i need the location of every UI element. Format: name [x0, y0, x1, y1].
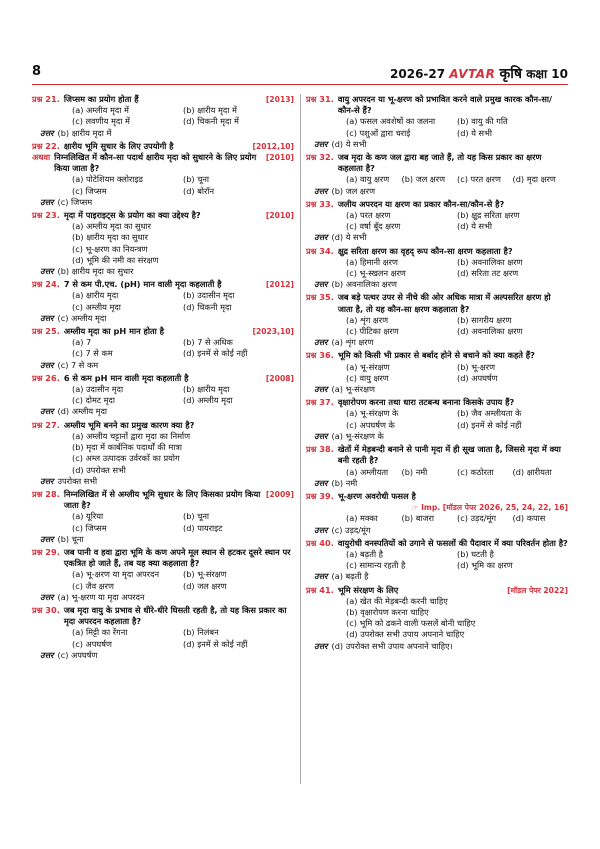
left-column [32, 94, 294, 663]
option: (c) वर्षा बूँद क्षरण [346, 221, 401, 232]
option: (a) बढ़ती है [346, 548, 384, 559]
answer-label: उत्तर [40, 312, 54, 323]
answer-label: उत्तर [314, 384, 328, 395]
option: (a) उदासीन मृदा [72, 384, 124, 395]
question-item [306, 444, 568, 489]
alt-question-year: [2010] [265, 153, 294, 163]
question-year: [मॉडल पेपर 2022] [507, 585, 568, 595]
option: (b) भू-क्षरण [457, 361, 496, 372]
question-item [306, 538, 568, 583]
answer-text: (a) शृंग क्षरण [331, 337, 374, 348]
option: (a) वायु क्षरण [346, 174, 390, 185]
option: (b) भू-संरक्षण [183, 569, 227, 580]
answer-text: (b) चूना [57, 533, 84, 544]
answer-text: (b) जल क्षरण [331, 185, 376, 196]
header-year: 2026-27 [390, 67, 446, 81]
right-column [306, 94, 568, 654]
question-text: अम्लीय मृदा का pH मान होता है [63, 326, 164, 337]
question-item [306, 94, 568, 150]
option: (d) मृदा क्षरण [512, 174, 556, 185]
option: (d) चिकनी मृदा में [183, 116, 239, 127]
answer-text: (d) अम्लीय मृदा [57, 406, 108, 417]
options-list [306, 362, 568, 384]
question-text: वृक्षारोपण करना तथा धारा तटबन्ध बनाना किसके उपाय हैं? [337, 397, 515, 408]
option: (c) अम्लीय मृदा [72, 301, 121, 312]
answer-line [306, 337, 568, 348]
header-right [390, 64, 568, 83]
option: (b) नमी [401, 466, 428, 477]
options-list [32, 290, 294, 312]
answer-line [306, 431, 568, 442]
question-header [32, 547, 294, 569]
option: (c) जिप्सम [72, 185, 107, 196]
question-year: [2023,10] [252, 327, 294, 337]
question-header [306, 292, 568, 314]
answer-label: उत्तर [40, 649, 54, 660]
question-item [32, 210, 294, 277]
answer-label: उत्तर [314, 185, 328, 196]
answer-text: (c) उड़द/मूंग [331, 524, 371, 535]
question-year: [2009] [265, 489, 294, 499]
answer-text: (b) क्षारीय मृदा में [57, 127, 112, 138]
answer-label: उत्तर [314, 138, 328, 149]
question-text: जब मृदा वायु के प्रभाव से धीरे-धीरे घिसती रहती है, तो यह किस प्रकार का मृदा अपरदन कहलाता है? [63, 604, 287, 627]
option: (a) हिमानी क्षरण [346, 256, 398, 267]
option: (a) फसल अवशेषों का जलना [346, 116, 436, 127]
question-text: भूमि संरक्षण के लिए [337, 584, 399, 595]
answer-text: (b) नमी [331, 477, 358, 488]
question-number: प्रश्न 40. [306, 537, 334, 548]
answer-text: (c) अम्लीय मृदा [57, 312, 107, 323]
question-header [32, 94, 294, 105]
question-text: क्षारीय भूमि सुधार के लिए उपयोगी है [63, 140, 174, 151]
answer-line [306, 279, 568, 290]
question-header [306, 350, 568, 361]
option: (b) चूना [183, 511, 210, 522]
question-number: प्रश्न 22. [32, 140, 60, 151]
answer-line [32, 650, 294, 661]
question-item [306, 199, 568, 244]
answer-line [32, 313, 294, 324]
option: (c) अपघर्षण [72, 638, 112, 649]
option: (a) मक्का [346, 513, 378, 524]
options-list [306, 549, 568, 571]
options-list [32, 221, 294, 266]
question-text: जब मृदा के कण जल द्वारा बह जाते हैं, तो यह किस प्रकार का क्षरण कहलाता है? [337, 152, 542, 174]
option: (b) क्षारीय मृदा का सुधार [72, 232, 149, 243]
option: (b) बाजरा [401, 513, 435, 524]
option: (d) इनमें से कोई नहीं [183, 348, 248, 359]
answer-line [306, 571, 568, 582]
option: (a) मिट्टी का रेंगना [72, 627, 128, 638]
question-text: 7 से कम पी.एच. (pH) मान वाली मृदा कहलाती है [63, 279, 222, 290]
question-header [306, 585, 568, 596]
question-item [306, 152, 568, 197]
option: (c) भू-क्षरण का नियन्त्रण [72, 243, 148, 254]
answer-line [32, 406, 294, 417]
options-list [306, 513, 568, 524]
answer-line [306, 232, 568, 243]
option: (b) क्षारीय मृदा [183, 384, 230, 395]
question-text: 6 से कम pH मान वाली मृदा कहलाती है [63, 372, 189, 383]
question-text: निम्नलिखित में से अम्लीय भूमि सुधार के लिए किसका प्रयोग किया जाता है? [63, 488, 261, 511]
options-list [32, 337, 294, 359]
option: (c) अपघर्षण के [346, 419, 395, 430]
question-number: प्रश्न 24. [32, 279, 60, 290]
question-text: जिप्सम का प्रयोग होता हैं [63, 94, 139, 104]
question-text: जब पानी व हवा द्वारा भूमि के कण अपने मूल स्थान से हटकर दूसरे स्थान पर एकत्रित हो जाते हैं, तब यह क्या कहलाता है? [63, 546, 291, 569]
option: (d) बोरॉन [183, 185, 214, 196]
question-item [32, 279, 294, 324]
option: (d) इनमें से कोई नहीं [183, 638, 248, 649]
header-rule [32, 84, 568, 85]
option: (c) पशुओं द्वारा चराई [346, 127, 411, 138]
question-text: खेतों में मेड़बन्दी बनाने से पानी मृदा में ही सूख जाता है, जिससे मृदा में क्या बनी रहती है? [337, 444, 561, 466]
answer-label: उत्तर [40, 266, 54, 277]
option: (a) क्षारीय मृदा [72, 290, 119, 301]
question-text: भूमि को किसी भी प्रकार से बर्बाद होने से बचाने को क्या कहते हैं? [337, 350, 535, 361]
option: (a) 7 [72, 337, 92, 348]
header-class: कक्षा 10 [526, 67, 568, 81]
answer-line [32, 534, 294, 545]
answer-text: (d) उपरोक्त सभी उपाय अपनाने चाहिए। [331, 640, 453, 651]
option: (a) भू-संरक्षण के [346, 408, 399, 419]
answer-text: (d) ये सभी [331, 138, 367, 149]
question-item [32, 141, 294, 208]
question-number: प्रश्न 33. [306, 198, 334, 209]
question-item [32, 94, 294, 139]
option: (c) परत क्षरण [457, 174, 501, 185]
option: (b) वायु की गति [457, 116, 508, 127]
answer-text: उपरोक्त सभी [57, 475, 98, 486]
option: (b) जैव अम्लीयता के [457, 408, 522, 419]
question-number: प्रश्न 29. [32, 546, 60, 557]
question-item [306, 292, 568, 348]
question-number: प्रश्न 37. [306, 397, 334, 408]
options-list [306, 467, 568, 478]
answer-line [306, 525, 568, 536]
question-number: प्रश्न 27. [32, 419, 60, 430]
alt-label: अथवा [32, 152, 51, 163]
options-list [306, 116, 568, 138]
option: (a) भू-संरक्षण [346, 361, 390, 372]
option: (a) अम्लीयता [346, 466, 389, 477]
question-item [306, 491, 568, 536]
options-list [32, 105, 294, 127]
question-header [32, 605, 294, 627]
answer-label: उत्तर [40, 196, 54, 207]
answer-text: (a) बढ़ती है [331, 571, 369, 582]
answer-line [306, 478, 568, 489]
answer-line [306, 384, 568, 395]
question-header [306, 246, 568, 257]
option: (c) जैव क्षरण [72, 580, 114, 591]
option: (c) वायु क्षरण [346, 372, 389, 383]
answer-line [306, 139, 568, 150]
answer-text: (b) अवनालिका क्षरण [331, 279, 397, 290]
question-year: [2012] [265, 280, 294, 290]
option: (b) क्षुद्र सरिता क्षरण [457, 210, 520, 221]
answer-label: उत्तर [314, 337, 328, 348]
question-number: प्रश्न 21. [32, 94, 60, 104]
option: (d) उपरोक्त सभी उपाय अपनाने चाहिए [346, 629, 465, 640]
question-number: प्रश्न 41. [306, 584, 334, 595]
option: (c) भू-स्खलन क्षरण [346, 268, 406, 279]
question-number: प्रश्न 36. [306, 350, 334, 361]
option: (b) उदासीन मृदा [183, 290, 235, 301]
question-header [306, 397, 568, 408]
answer-label: उत्तर [40, 591, 54, 602]
option: (d) पायराइट [183, 522, 223, 533]
answer-text: (a) भू-संरक्षण के [331, 430, 384, 441]
option: (b) 7 से अधिक [183, 337, 233, 348]
option: (b) जल क्षरण [401, 174, 446, 185]
alt-question-header [32, 152, 294, 174]
answer-line [32, 266, 294, 277]
question-header [306, 444, 568, 466]
option: (a) भू-क्षरण या मृदा अपरदन [72, 569, 160, 580]
question-text: मृदा में पाइराइट्स के प्रयोग का क्या उद्देश्य है? [63, 210, 201, 221]
question-text: वायुरोधी वनस्पतियों को उगाने से फसलों की पैदावार में क्या परिवर्तन होता है? [337, 537, 568, 548]
options-list [306, 596, 568, 641]
question-item [32, 547, 294, 603]
question-year: [2010] [265, 211, 294, 221]
header-subject: कृषि [499, 66, 522, 82]
question-number: प्रश्न 38. [306, 444, 334, 455]
option: (c) कठोरता [457, 466, 494, 477]
option: (d) अवनालिका क्षरण [457, 326, 523, 337]
answer-line [32, 128, 294, 139]
question-item [306, 350, 568, 395]
option: (d) इनमें से कोई नहीं [457, 419, 522, 430]
option: (c) भूमि को ढकने वाली फसलें बोनी चाहिए [346, 618, 476, 629]
option: (a) यूरिया [72, 511, 104, 522]
answer-line [32, 360, 294, 371]
question-item [32, 605, 294, 661]
question-header [32, 420, 294, 431]
option: (d) भूमि की नमी का संरक्षण [72, 254, 159, 265]
option: (d) अम्लीय मृदा [183, 395, 233, 406]
answer-line [32, 592, 294, 603]
option: (b) क्षारीय मृदा में [183, 105, 237, 116]
answer-label: उत्तर [314, 279, 328, 290]
question-item [32, 420, 294, 487]
question-number: प्रश्न 26. [32, 372, 60, 383]
question-text: जब बड़े पत्थर उपर से नीचे की ओर अधिक मात्रा में अल्पसरित क्षरण हो जाता है, तो यह कौन-सा क्षरण कहलाता है? [337, 292, 551, 314]
option: (a) पोटेशियम क्लोराइड [72, 174, 143, 185]
question-year: [2013] [265, 95, 294, 104]
option: (c) अम्ल उत्पादक उर्वरकों का प्रयोग [72, 453, 180, 464]
option: (a) खेत की मेड़बन्दी करनी चाहिए [346, 595, 448, 606]
options-list [32, 627, 294, 649]
question-number: प्रश्न 31. [306, 94, 334, 104]
answer-label: उत्तर [314, 232, 328, 243]
question-item [32, 373, 294, 418]
option: (c) लवणीय मृदा में [72, 116, 130, 127]
question-number: प्रश्न 23. [32, 210, 60, 221]
answer-text: (a) भू-क्षरण या मृदा अपरदन [57, 591, 145, 602]
page-header [32, 64, 568, 82]
option: (d) उपरोक्त सभी [72, 464, 126, 475]
answer-line [306, 186, 568, 197]
question-text: वायु अपरदन या भू-क्षरण को प्रभावित करने वाले प्रमुख कारक कौन-सा/कौन-से हैं? [337, 94, 553, 116]
answer-label: उत्तर [314, 640, 328, 651]
imp-line [306, 502, 568, 513]
question-item [306, 585, 568, 652]
option: (d) चिकनी मृदा [183, 301, 232, 312]
options-list [32, 569, 294, 591]
brand-logo: AVTAR [449, 67, 496, 81]
option: (d) कपास [512, 513, 546, 524]
options-list [306, 174, 568, 185]
question-item [32, 489, 294, 545]
question-header [32, 210, 294, 221]
column-divider [300, 94, 301, 784]
question-header [32, 373, 294, 384]
answer-label: उत्तर [314, 571, 328, 582]
option: (d) क्षारीयता [512, 466, 552, 477]
option: (d) भूमि का क्षरण [457, 560, 513, 571]
option: (a) शृंग क्षरण [346, 314, 389, 325]
options-list [32, 384, 294, 406]
question-number: प्रश्न 39. [306, 490, 334, 501]
question-number: प्रश्न 32. [306, 152, 334, 163]
option: (c) उड़द/मूंग [457, 513, 496, 524]
option: (d) अपघर्षण [457, 372, 498, 383]
option: (b) वृक्षारोपण करना चाहिए [346, 606, 429, 617]
option: (b) घटती है [457, 548, 494, 559]
question-item [306, 397, 568, 442]
answer-line [32, 197, 294, 208]
question-text: अम्लीय भूमि बनने का प्रमुख कारण क्या है? [63, 419, 195, 430]
option: (c) दोमट मृदा [72, 395, 115, 406]
option: (d) जल क्षरण [183, 580, 227, 591]
option: (c) जिप्सम [72, 522, 107, 533]
answer-label: उत्तर [40, 406, 54, 417]
answer-label: उत्तर [40, 533, 54, 544]
question-header [32, 489, 294, 511]
option: (b) चूना [183, 174, 210, 185]
alt-question-text: निम्नलिखित में कौन-सा पदार्थ क्षारीय मृदा को सुधारने के लिए प्रयोग किया जाता है? [54, 152, 257, 174]
answer-label: उत्तर [314, 430, 328, 441]
options-list [306, 210, 568, 232]
question-header [32, 326, 294, 337]
answer-text: (c) अपघर्षण [57, 649, 98, 660]
answer-label: उत्तर [40, 475, 54, 486]
option: (a) अम्लीय मृदा का सुधार [72, 221, 152, 232]
option: (b) निलंबन [183, 627, 219, 638]
answer-label: उत्तर [314, 524, 328, 535]
question-year: [2008] [265, 373, 294, 383]
question-header [32, 141, 294, 152]
question-header [306, 538, 568, 549]
question-item [306, 246, 568, 291]
page-number: 8 [32, 64, 42, 79]
option: (c) पीटिका क्षरण [346, 326, 399, 337]
question-header [306, 199, 568, 210]
question-header [306, 152, 568, 174]
question-text: भू-क्षरण अवरोधी फसल है [337, 490, 416, 501]
question-year: [2012,10] [252, 141, 294, 151]
question-number: प्रश्न 28. [32, 488, 60, 499]
answer-text: (d) ये सभी [331, 232, 367, 243]
answer-text: (b) क्षारीय मृदा का सुधार [57, 266, 134, 277]
question-item [32, 326, 294, 371]
option: (d) ये सभी [457, 221, 492, 232]
imp-badge: ☞ Imp. [मॉडल पेपर 2026, 25, 24, 22, 16] [411, 503, 568, 513]
answer-label: उत्तर [314, 477, 328, 488]
question-number: प्रश्न 25. [32, 326, 60, 337]
question-number: प्रश्न 34. [306, 245, 334, 256]
answer-text: (c) जिप्सम [57, 196, 93, 207]
options-list [306, 408, 568, 430]
option: (c) सामान्य रहती है [346, 560, 406, 571]
options-list [32, 174, 294, 196]
options-list [32, 511, 294, 533]
question-header [306, 94, 568, 116]
question-header [306, 491, 568, 502]
option: (b) मृदा में कार्बनिक पदार्थों की मात्रा [72, 442, 183, 453]
question-header [32, 279, 294, 290]
question-text: जलीय अपरदन या क्षरण का प्रकार कौन-सा/कौन-से है? [337, 198, 505, 209]
answer-text: (a) भू-संरक्षण [331, 384, 375, 395]
answer-label: उत्तर [40, 359, 54, 370]
question-number: प्रश्न 35. [306, 292, 334, 303]
option: (a) अम्लीय चट्टानों द्वारा मृदा का निर्माण [72, 430, 191, 441]
answer-line [32, 476, 294, 487]
option: (a) परत क्षरण [346, 210, 391, 221]
option: (b) सागरीय क्षरण [457, 314, 512, 325]
option: (c) 7 से कम [72, 348, 113, 359]
option: (b) अवनालिका क्षरण [457, 256, 523, 267]
question-text: क्षुद्र सरिता क्षरण का वृहद् रूप कौन-सा क्षरण कहलाता है? [337, 245, 513, 256]
answer-label: उत्तर [40, 127, 54, 138]
options-list [306, 257, 568, 279]
answer-text: (c) 7 से कम [57, 359, 99, 370]
options-list [32, 431, 294, 476]
option: (d) ये सभी [457, 127, 492, 138]
options-list [306, 315, 568, 337]
answer-line [306, 641, 568, 652]
option: (d) सरिता तट क्षरण [457, 268, 519, 279]
option: (a) अम्लीय मृदा में [72, 105, 129, 116]
question-number: प्रश्न 30. [32, 604, 60, 615]
